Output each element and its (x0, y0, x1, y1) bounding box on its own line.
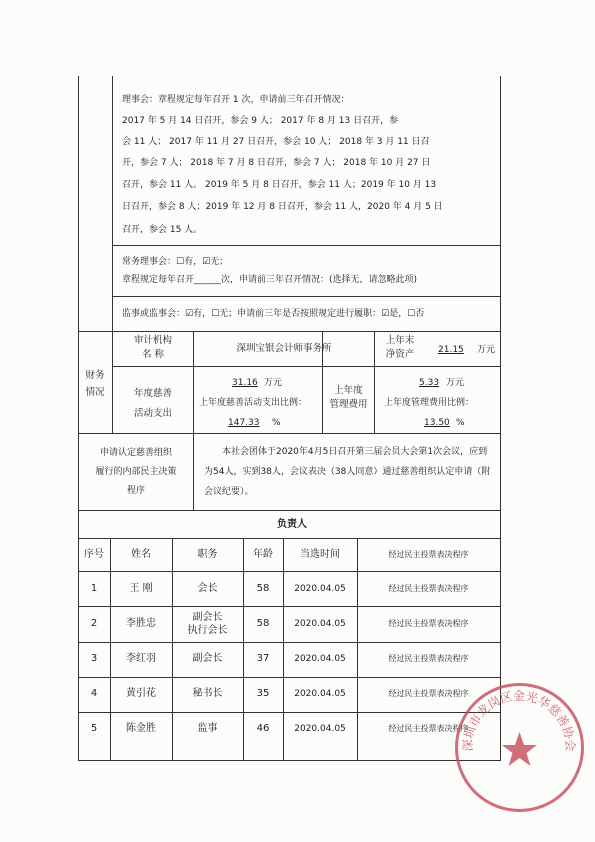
leaders-header-age: 年龄 (253, 549, 273, 560)
leaders-header-name: 姓名 (131, 549, 151, 560)
net-assets-unit: 万元 (477, 345, 496, 355)
row-5-proc: 经过民主投票表决程序 (388, 724, 469, 733)
charity-ratio-label: 上年度慈善活动支出比例： (199, 398, 308, 408)
mgmt-ratio-label: 上年度管理费用比例： (384, 398, 475, 408)
net-assets-value: 21.15 (438, 345, 464, 355)
governance-inner-left (112, 76, 113, 331)
row-3-role: 副会长 (192, 653, 223, 664)
board-line-2: 2017 年 5 月 14 日召开，参会 9 人； 2017 年 8 月 13 日召开，参 (122, 116, 399, 126)
row-4-proc: 经过民主投票表决程序 (388, 689, 469, 698)
frame-bottom (78, 760, 501, 761)
row-5-no: 5 (90, 723, 98, 734)
row-1-role: 会长 (197, 583, 218, 594)
finance-section-label: 财务 情况 (85, 370, 105, 398)
mgmt-ratio-value: 13.50 (424, 418, 450, 428)
row-5-age: 46 (256, 723, 270, 734)
supervisory-line: 监事或监事会：☑有，☐无；申请前三年是否按照规定进行履职：☑是，☐否 (122, 309, 425, 319)
row-1-name: 王 刚 (129, 583, 153, 594)
mgmt-label: 上年度 管理费用 (329, 385, 368, 410)
row-1-proc: 经过民主投票表决程序 (388, 584, 469, 593)
row-1-no: 1 (90, 583, 98, 594)
procedure-label: 申请认定慈善组织 履行的内部民主决策 程序 (95, 448, 177, 496)
row-2-no: 2 (90, 618, 98, 629)
leaders-row-divider-4 (78, 712, 501, 713)
leaders-row-divider-3 (78, 677, 501, 678)
row-4-role: 秘书长 (192, 688, 223, 699)
charity-unit: 万元 (264, 378, 283, 388)
row-3-date: 2020.04.05 (294, 654, 346, 664)
divider-finance (78, 331, 501, 332)
row-4-age: 35 (256, 688, 270, 699)
row-1-date: 2020.04.05 (294, 584, 346, 594)
mgmt-value: 5.33 (419, 378, 440, 388)
board-line-3: 会 11 人； 2017 年 11 月 27 日召开，参会 10 人； 2018 年 3 月 11 日召 (122, 137, 430, 147)
row-4-date: 2020.04.05 (294, 689, 346, 699)
charity-ratio-unit: % (272, 418, 281, 428)
divider-leaders (78, 510, 501, 511)
row-4-no: 4 (90, 688, 98, 699)
board-line-5: 召开，参会 11 人。 2019 年 5 月 8 日召开，参会 11 人；2019 年 10 月 13 (122, 180, 437, 190)
row-2-name: 李胜忠 (126, 618, 156, 629)
row-3-name: 李红羽 (126, 653, 156, 664)
row-5-name: 陈金胜 (126, 723, 156, 734)
row-3-proc: 经过民主投票表决程序 (388, 654, 469, 663)
charity-value: 31.16 (232, 378, 258, 388)
divider-standing (112, 245, 501, 246)
charity-ratio-value: 147.33 (228, 418, 260, 428)
row-2-role: 副会长 执行会长 (187, 612, 228, 636)
charity-label: 年度慈善 活动支出 (133, 388, 172, 419)
leaders-header-no: 序号 (84, 549, 104, 560)
standing-line-1: 常务理事会：☐有，☑无； (122, 257, 229, 267)
leaders-header-date: 当选时间 (300, 549, 340, 560)
procedure-text: 本社会团体于2020年4月5日召开第三届会员大会第1次会议，应到为54人，实到38人，会议表决（38人同意）通过慈善组织认定申请（附会议纪要）。 (204, 447, 491, 497)
row-2-proc: 经过民主投票表决程序 (388, 619, 469, 628)
seal-text: 深圳市龙岗区金光华慈善协会 (460, 689, 578, 752)
leaders-title-divider (78, 538, 501, 539)
row-5-date: 2020.04.05 (294, 724, 346, 734)
audit-value: 深圳宝银会计师事务所 (236, 343, 332, 354)
row-3-no: 3 (90, 653, 98, 664)
finance-col-1 (112, 331, 113, 433)
procedure-col (193, 433, 194, 510)
row-3-age: 37 (256, 653, 270, 664)
net-assets-label: 上年末 净资产 (385, 335, 415, 360)
seal-star-icon (502, 732, 537, 766)
mgmt-unit: 万元 (446, 378, 465, 388)
audit-label: 审计机构 名 称 (133, 335, 172, 360)
standing-line-2: 章程规定每年召开______次，申请前三年召开情况：(选择无，请忽略此项) (122, 275, 418, 285)
row-4-name: 黄引花 (126, 688, 156, 699)
divider-supervisory (112, 296, 501, 297)
row-1-age: 58 (256, 583, 270, 594)
official-seal (452, 680, 587, 815)
board-line-7: 召开，参会 15 人。 (122, 225, 203, 235)
row-5-role: 监事 (197, 723, 218, 734)
leaders-title: 负责人 (277, 519, 307, 530)
leaders-header-role: 职务 (197, 549, 218, 560)
leaders-row-divider-2 (78, 642, 501, 643)
mgmt-ratio-unit: % (456, 418, 465, 428)
leaders-header-proc: 经过民主投票表决程序 (388, 550, 469, 559)
board-line-4: 开，参会 7 人； 2018 年 7 月 8 日召开，参会 7 人； 2018 年 10 月 27 日 (122, 158, 431, 168)
leaders-header-divider (78, 571, 501, 572)
divider-procedure (78, 433, 501, 434)
frame-right (500, 76, 501, 760)
board-line-6: 日召开，参会 8 人；2019 年 12 月 8 日召开，参会 11 人，2020 年 4 月 5 日 (122, 202, 443, 212)
row-2-age: 58 (256, 618, 270, 629)
row-2-date: 2020.04.05 (294, 619, 346, 629)
finance-row-divider (112, 366, 501, 367)
leaders-row-divider-1 (78, 606, 501, 607)
board-line-1: 理事会：章程规定每年召开 1 次，申请前三年召开情况： (122, 95, 350, 105)
